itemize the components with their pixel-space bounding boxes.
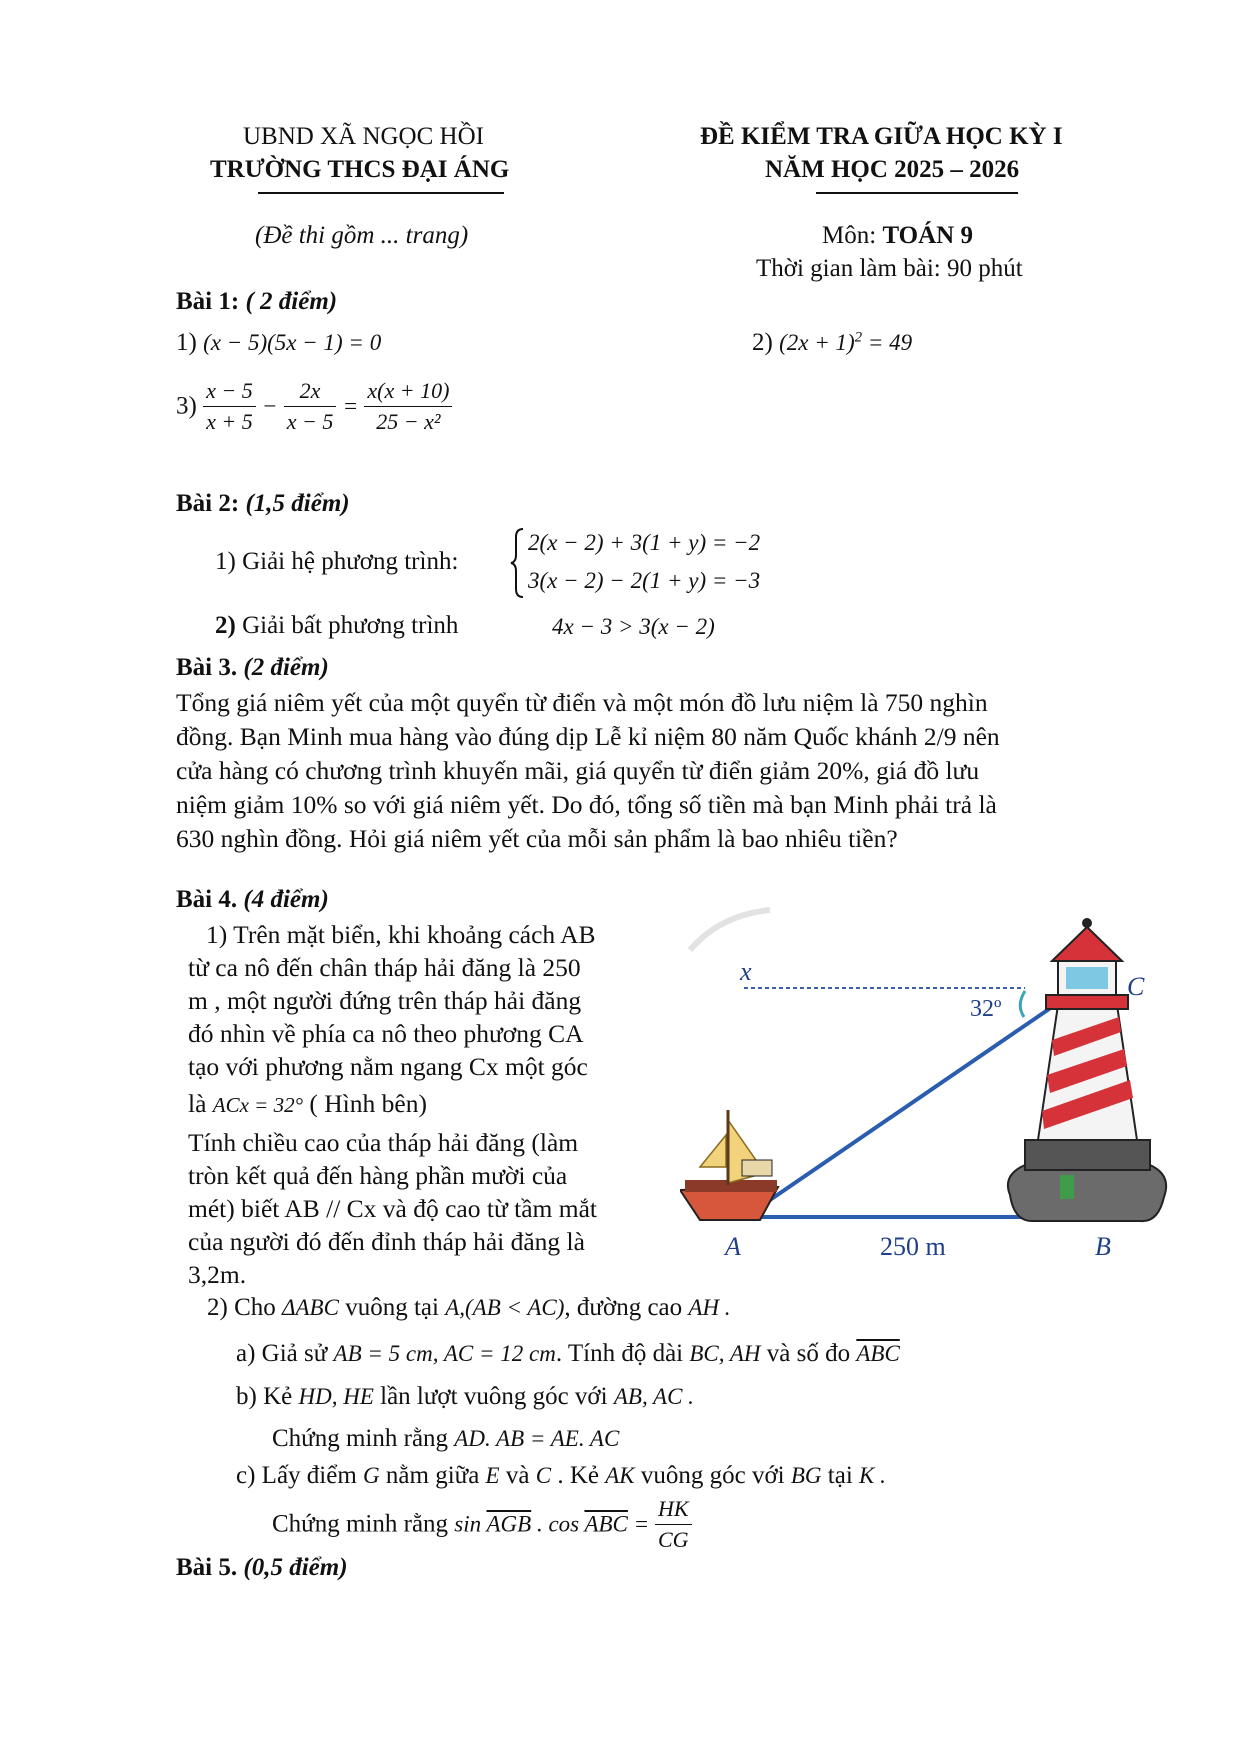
bai4-points: (4 điểm): [243, 886, 329, 913]
bai1-q2-number: 2): [752, 329, 773, 356]
bai1-q2: [752, 329, 912, 357]
bai1-q1: [176, 329, 381, 357]
part2-condition: A,(AB < AC): [445, 1295, 565, 1320]
exam-duration: Thời gian làm bài: 90 phút: [756, 255, 1023, 282]
cos-label: . cos: [531, 1511, 585, 1537]
point-e: E: [485, 1463, 500, 1488]
label-x: x: [740, 957, 752, 986]
district-name: UBND XÃ NGỌC HỒI: [243, 123, 484, 150]
equals-sign: =: [627, 1511, 655, 1537]
bai2-q2-inequality: 4x − 3 > 3(x − 2): [552, 614, 715, 639]
angle-abc: $\overline{ABC}$: [584, 1511, 628, 1537]
bai1-q1-number: 1): [176, 329, 197, 356]
point-c: C: [535, 1463, 552, 1488]
bai4-part2b: [236, 1383, 694, 1411]
angle-agb: $\overline{AGB}$: [486, 1511, 532, 1537]
part2b-prove-expr: AD. AB = AE. AC: [454, 1426, 620, 1451]
part2b-mid: lần lượt vuông góc với: [373, 1383, 614, 1410]
segment-bg: BG: [790, 1463, 822, 1488]
part2a-mid: . Tính độ dài: [555, 1340, 690, 1367]
part2c-prove-lhs: [454, 1512, 655, 1537]
brace-icon: [510, 527, 526, 599]
point-k: K .: [859, 1463, 886, 1488]
boat-icon: [680, 1110, 778, 1220]
text-line: Tính chiều cao của tháp hải đăng (làm: [188, 1128, 579, 1157]
decorative-swoosh: [690, 910, 770, 950]
text-line: 630 nghìn đồng. Hỏi giá niêm yết của mỗi sản phẩm là bao nhiêu tiền?: [176, 824, 898, 853]
bai4-part2c-prove: [272, 1494, 692, 1555]
part2-altitude: AH .: [688, 1295, 731, 1320]
bai3-heading: [176, 654, 329, 682]
text-line: Tổng giá niêm yết của một quyển từ điển và một món đồ lưu niệm là 750 nghìn: [176, 688, 988, 717]
bai1-q3-fraction-2: [284, 376, 337, 437]
part2b-sides: AB, AC .: [613, 1384, 694, 1409]
subject-label: Môn:: [822, 222, 883, 249]
fraction-numerator: HK: [655, 1494, 692, 1525]
part2a-and: và số đo: [760, 1340, 857, 1367]
bai4-part2-intro: [207, 1294, 731, 1322]
bai1-q3: [176, 376, 452, 437]
bai2-system-brace: [510, 527, 526, 604]
part2a-angle: $\overline{ABC}$: [856, 1341, 900, 1366]
bai4-part2c: [236, 1462, 886, 1490]
lighthouse-figure: [680, 905, 1180, 1285]
bai3-points: (2 điểm): [243, 654, 329, 681]
angle-arc: [1020, 991, 1025, 1017]
text-line: tạo với phương nằm ngang Cx một góc: [188, 1052, 588, 1081]
bai5-points: (0,5 điểm): [243, 1554, 348, 1581]
bai1-q2-equation: [779, 330, 912, 355]
bai4-heading: [176, 886, 329, 914]
equals-sign: =: [342, 393, 359, 419]
bai2-points: (1,5 điểm): [245, 490, 350, 517]
fraction-denominator: CG: [657, 1527, 689, 1552]
bai2-q2: [215, 612, 458, 640]
distance-label: 250 m: [880, 1232, 946, 1261]
text-line: cửa hàng có chương trình khuyến mãi, giá quyển từ điển giảm 20%, giá đồ lưu: [176, 756, 980, 785]
fraction-denominator: 25 − x²: [376, 409, 441, 434]
angle-suffix: ( Hình bên): [309, 1089, 427, 1118]
bai4-part2a: [236, 1340, 900, 1368]
part2c-mid1: nằm giữa: [379, 1462, 486, 1489]
left-header-rule: [258, 192, 504, 194]
text-line: từ ca nô đến chân tháp hải đăng là 250: [188, 953, 581, 982]
bai2-q2-number: 2): [215, 612, 236, 639]
label-a: A: [725, 1232, 741, 1261]
right-header-rule: [816, 192, 1018, 194]
bai5-title: Bài 5.: [176, 1554, 238, 1581]
bai2-q1-label: 1) Giải hệ phương trình:: [215, 548, 459, 575]
text-line: 1) Trên mặt biển, khi khoảng cách AB: [206, 920, 596, 949]
minus-sign: −: [261, 393, 278, 419]
bai2-system-eq1: 2(x − 2) + 3(1 + y) = −2: [528, 530, 761, 555]
bai1-q2-exponent: 2: [854, 329, 863, 346]
bai3-title: Bài 3.: [176, 654, 238, 681]
bai1-q3-fraction-1: [203, 376, 256, 437]
bai2-q2-label: Giải bất phương trình: [235, 612, 459, 639]
part2c-at: tại: [821, 1462, 860, 1489]
bai1-title: Bài 1:: [176, 288, 240, 315]
angle-prefix: là: [188, 1089, 213, 1118]
school-year: NĂM HỌC 2025 – 2026: [765, 156, 1020, 183]
bai1-q1-equation: (x − 5)(5x − 1) = 0: [203, 330, 382, 355]
exam-title: ĐỀ KIỂM TRA GIỮA HỌC KỲ I: [700, 123, 1063, 150]
sin-label: sin: [454, 1511, 487, 1537]
text-line: đó nhìn về phía ca nô theo phương CA: [188, 1019, 584, 1048]
part2-right-angle: vuông tại: [338, 1294, 446, 1321]
part2a-label: a) Giả sử: [236, 1340, 334, 1367]
pages-note: (Đề thi gồm ... trang): [255, 222, 469, 249]
label-b: B: [1095, 1232, 1111, 1261]
point-g: G: [363, 1463, 380, 1488]
part2-altitude-text: , đường cao: [564, 1294, 689, 1321]
text-line: 3,2m.: [188, 1260, 247, 1289]
bai2-system-eq2: 3(x − 2) − 2(1 + y) = −3: [528, 568, 761, 593]
text-line: mét) biết AB // Cx và độ cao từ tầm mắt: [188, 1194, 597, 1223]
bai1-q2-rhs: = 49: [862, 330, 913, 355]
angle-line: [188, 1087, 668, 1122]
text-line: của người đó đến đỉnh tháp hải đăng là: [188, 1227, 585, 1256]
part2-triangle: ΔABC: [282, 1295, 339, 1320]
angle-value: ACx = 32°: [212, 1093, 304, 1117]
part2b-prove-label: Chứng minh rằng: [272, 1425, 455, 1452]
text-line: đồng. Bạn Minh mua hàng vào đúng dịp Lễ kỉ niệm 80 năm Quốc khánh 2/9 nên: [176, 722, 1000, 751]
part2c-mid3: vuông góc với: [634, 1462, 791, 1489]
bai2-title: Bài 2:: [176, 490, 240, 517]
part2c-prove-label: Chứng minh rằng: [272, 1510, 455, 1538]
part2c-mid2: . Kẻ: [551, 1462, 606, 1489]
lighthouse-icon: [1008, 918, 1166, 1221]
bai3-problem-text: [176, 686, 1136, 856]
bai1-q2-base: (2x + 1): [779, 330, 855, 355]
fraction-denominator: x − 5: [286, 409, 334, 434]
bai5-heading: [176, 1554, 348, 1582]
bai4-part1-text: [188, 918, 668, 1291]
part2-prefix: 2) Cho: [207, 1294, 282, 1321]
part2b-label: b) Kẻ: [236, 1383, 299, 1410]
angle-label: 32º: [970, 996, 1002, 1022]
part2c-and: và: [499, 1462, 536, 1489]
bai1-heading: [176, 288, 337, 316]
bai1-q3-number: 3): [176, 392, 197, 420]
subject-value: TOÁN 9: [882, 222, 973, 249]
line-ac: [748, 1007, 1052, 1215]
part2a-given: AB = 5 cm, AC = 12 cm: [333, 1341, 556, 1366]
text-line: tròn kết quả đến hàng phần mười của: [188, 1161, 568, 1190]
fraction-numerator: x − 5: [203, 376, 256, 407]
part2b-segments: HD, HE: [298, 1384, 374, 1409]
bai4-part2b-prove: [272, 1425, 619, 1453]
part2a-find: BC, AH: [689, 1341, 761, 1366]
fraction-denominator: x + 5: [206, 409, 253, 434]
label-c: C: [1127, 972, 1145, 1001]
bai1-points: ( 2 điểm): [245, 288, 338, 315]
text-line: niệm giảm 10% so với giá niêm yết. Do đó, tổng số tiền mà bạn Minh phải trả là: [176, 790, 997, 819]
subject-line: [822, 222, 973, 250]
school-name: TRƯỜNG THCS ĐẠI ÁNG: [210, 156, 510, 183]
fraction-numerator: 2x: [284, 376, 337, 407]
part2c-label: c) Lấy điểm: [236, 1462, 364, 1489]
text-line: m , một người đứng trên tháp hải đăng: [188, 986, 582, 1015]
bai1-q3-fraction-3: [364, 376, 452, 437]
bai4-title: Bài 4.: [176, 886, 238, 913]
part2c-prove-fraction: [655, 1494, 692, 1555]
segment-ak: AK: [605, 1463, 635, 1488]
bai2-heading: [176, 490, 350, 518]
fraction-numerator: x(x + 10): [364, 376, 452, 407]
